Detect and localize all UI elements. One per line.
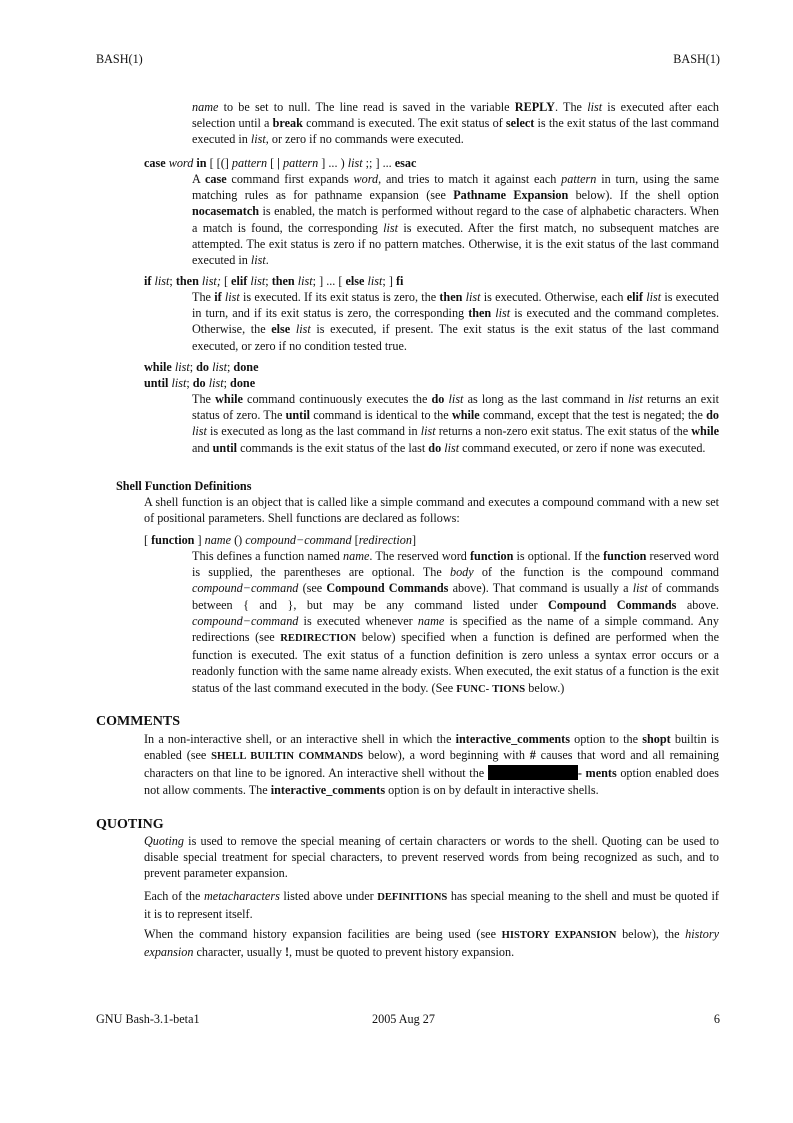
comments-body: In a non-interactive shell, or an interactive shell in which the interactive_comments option to the shopt builtin is enabled (see SHELL BUILTIN COMMANDS below), a word beginning with # causes that word and all remaining characters on that line to be ignored. An interactive shell without the - ments option enabled does not allow comments. The interactive_comments option is on by default in interactive shells.: [144, 732, 719, 797]
until-syntax: until list; do list; done: [144, 376, 256, 390]
footer-version: GNU Bash-3.1-beta1: [96, 1012, 200, 1026]
page-number: 6: [713, 1012, 720, 1026]
header-left: BASH(1): [96, 52, 143, 66]
quoting-paragraph-2: Each of the metacharacters listed above under DEFINITIONS has special meaning to the shell and must be quoted if it is to represent itself.: [144, 889, 719, 922]
footer-date: 2005 Aug 27: [372, 1012, 435, 1026]
while-syntax: while list; do list; done: [144, 360, 259, 374]
header-right: BASH(1): [673, 52, 720, 66]
functions-intro: A shell function is an object that is called like a simple command and executes a compound command with a new set of positional parameters. Shell functions are declared as follows:: [144, 495, 719, 526]
quoting-heading: QUOTING: [96, 817, 164, 832]
comments-heading: COMMENTS: [96, 714, 180, 729]
while-until-description: The while command continuously executes the do list as long as the last command in list returns an exit status of zero. The until command is identical to the while command, except that the test is negated; the do list is executed as long as the last command in list returns a non-zero exit status. The exit status of the while and until commands is the exit status of the last do list command executed, or zero if none was executed.: [192, 392, 720, 455]
if-syntax: if list; then list; [ elif list; then list; ] ... [ else list; ] fi: [144, 274, 404, 288]
redaction-box: [488, 765, 578, 780]
case-syntax: case word in [ [(] pattern [ | pattern ] ... ) list ;; ] ... esac: [144, 156, 417, 170]
if-description: The if list is executed. If its exit status is zero, the then list is executed. Otherwise, each elif list is executed in turn, and if its exit status is zero, the corresponding then list is executed and the command completes. Otherwise, the else list is executed, if present. The exit status is the exit status of the last command executed, or zero if no condition tested true.: [192, 290, 720, 353]
quoting-paragraph-1: Quoting is used to remove the special meaning of certain characters or words to the shell. Quoting can be used to disable special treatment for special characters, to prevent reserved words from being recognized as such, and to prevent parameter expansion.: [144, 834, 719, 881]
shell-function-definitions-heading: Shell Function Definitions: [116, 479, 252, 493]
page-footer: [96, 1011, 720, 1027]
case-description: A case command first expands word, and tries to match it against each pattern in turn, using the same matching rules as for pathname expansion (see Pathname Expansion below). If the shell option nocasematch is enabled, the match is performed without regard to the case of alphabetic characters. When a match is found, the corresponding list is executed. After the first match, no subsequent matches are attempted. The exit status is zero if no pattern matches. Otherwise, it is the exit status of the last command executed in list.: [192, 172, 719, 268]
select-description-tail: name to be set to null. The line read is saved in the variable REPLY. The list is executed after each selection until a break command is executed. The exit status of select is the exit status of the last command executed in list, or zero if no commands were executed.: [192, 100, 720, 147]
function-syntax: [ function ] name () compound−command [redirection]: [144, 533, 417, 547]
quoting-paragraph-3: When the command history expansion facilities are being used (see HISTORY EXPANSION below), the history expansion character, usually !, must be quoted to prevent history expansion.: [144, 927, 719, 960]
page-header: [96, 51, 720, 67]
function-description: This defines a function named name. The reserved word function is optional. If the function reserved word is supplied, the parentheses are optional. The body of the function is the compound command compound−command (see Compound Commands above). That command is usually a list of commands between { and }, but may be any command listed under Compound Commands above. compound−command is executed whenever name is specified as the name of a simple command. Any redirections (see REDIRECTION below) specified when a function is defined are performed when the function is executed. The exit status of a function definition is zero unless a syntax error occurs or a readonly function with the same name already exists. When executed, the exit status of a function is the exit status of the last command executed in the body. (See FUNC- TIONS below.): [192, 549, 720, 695]
